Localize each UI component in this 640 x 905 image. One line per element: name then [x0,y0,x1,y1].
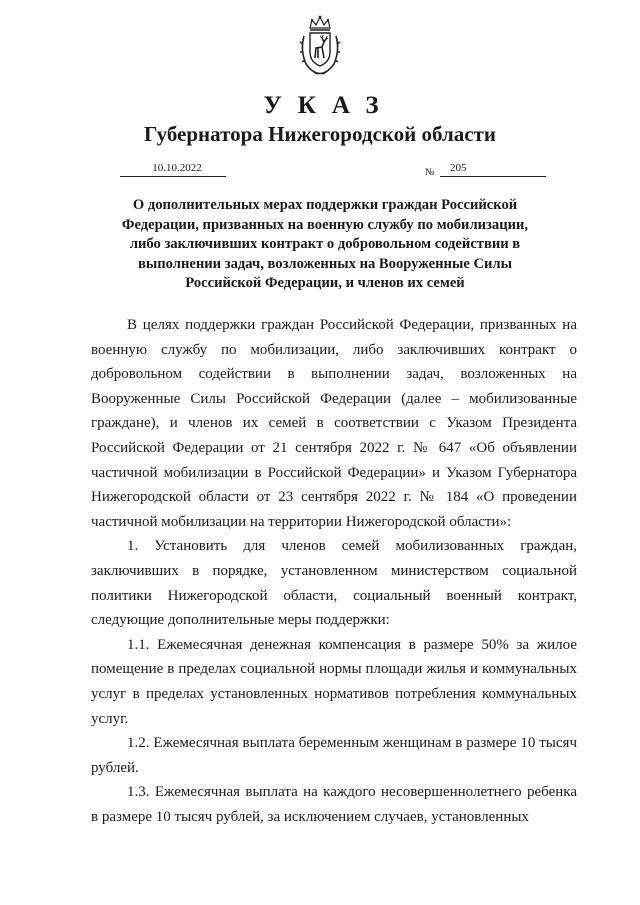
document-body [91,313,577,829]
clause-1-2: 1.2. Ежемесячная выплата беременным женщинам в размере 10 тысяч рублей. [91,735,577,776]
subject-line: Федерации, призванных на военную службу по мобилизации, [121,216,529,233]
clause-1-1: 1.1. Ежемесячная денежная компенсация в размере 50% за жилое помещение в пределах социальной нормы площади жилья и коммунальных услуг в пределах установленных нормативов потребления коммунальных услуг. [91,636,577,727]
clause-1: 1. Установить для членов семей мобилизованных граждан, заключивших в порядке, установленном министерством социальной политики Нижегородской области, социальный военный контракт, следующие дополнительные меры поддержки: [91,538,577,629]
document-number-value: 205 [450,162,467,174]
subject-line: выполнении задач, возложенных на Вооруженные Силы [137,255,513,272]
document-date-value: 10.10.2022 [152,162,202,174]
document-date [120,161,226,177]
clause-1-3: 1.3. Ежемесячная выплата на каждого несовершеннолетнего ребенка в размере 10 тысяч рублей, за исключением случаев, установленных [91,784,577,825]
number-sign: № [425,167,435,178]
document-subject [110,196,540,294]
preamble-paragraph: В целях поддержки граждан Российской Федерации, призванных на военную службу по мобилизации, либо заключивших контракт о добровольном содействии в выполнении задач, возложенных на Вооруженные Силы Российской Федерации (далее – мобилизованные граждане), и членов их семей в соответствии с Указом Президента Российской Федерации от 21 сентября 2022 г. № 647 «Об объявлении частичной мобилизации в Российской Федерации» и Указом Губернатора Нижегородской области от 23 сентября 2022 г. № 184 «О проведении частичной мобилизации на территории Нижегородской области»: [91,317,577,530]
document-issuer-heading: Губернатора Нижегородской области [144,122,496,146]
document-number [440,161,546,177]
subject-line: либо заключивших контракт о добровольном содействии в [129,236,521,252]
coat-of-arms-icon [298,14,342,78]
subject-line: О дополнительных мерах поддержки граждан Российской [132,197,518,213]
document-type-heading: УКАЗ [263,92,395,119]
subject-line: Российской Федерации, и членов их семей [185,275,465,291]
